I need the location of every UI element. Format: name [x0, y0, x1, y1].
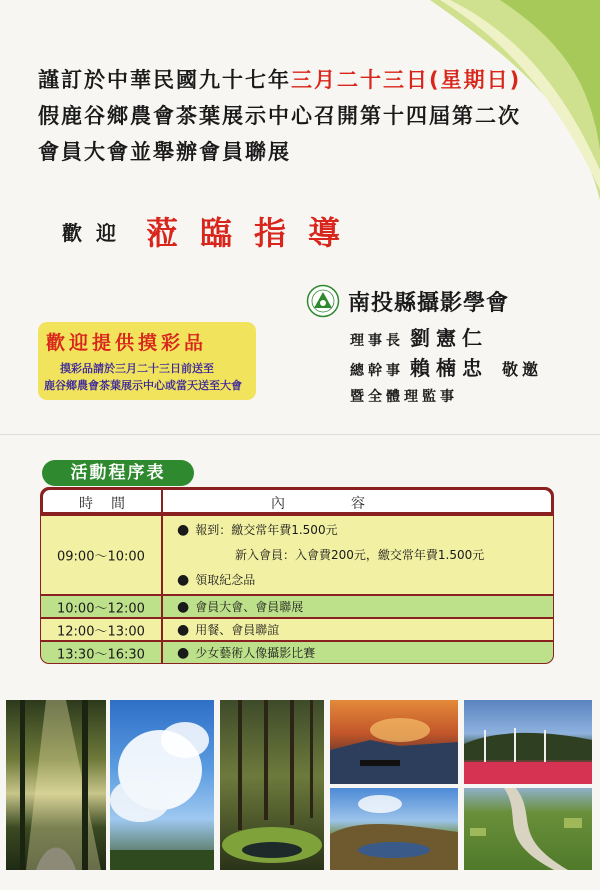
- intro-line-2: 假鹿谷鄉農會茶葉展示中心召開第十四屆第二次: [38, 104, 521, 128]
- schedule-table: [40, 487, 554, 664]
- welcome-emphasis: 蒞臨指導: [146, 214, 363, 252]
- fold-line: [0, 434, 600, 435]
- chair-name: 劉憲仁: [410, 326, 488, 350]
- table-row: [41, 596, 553, 617]
- row-time: 12:00～13:00: [57, 624, 145, 639]
- header-content-label: 內 容: [271, 496, 367, 512]
- content-cell: [163, 642, 553, 663]
- welcome-prefix: 歡迎: [62, 221, 130, 245]
- photo-tree-flowers: [464, 700, 592, 784]
- chair-title: 理事長: [350, 333, 404, 349]
- table-row: [41, 516, 553, 594]
- content-item: ● 領取紀念品: [177, 572, 256, 588]
- row-time: 09:00～10:00: [57, 549, 145, 565]
- schedule-header: [41, 488, 553, 514]
- bullet-icon: ●: [177, 599, 190, 615]
- bullet-icon: ●: [177, 522, 190, 538]
- content-cell: [163, 619, 553, 640]
- bullet-icon: ●: [177, 572, 190, 588]
- time-cell: [41, 642, 161, 663]
- content-item: ● 少女藝術人像攝影比賽: [177, 645, 316, 661]
- intro-date-prefix: 謹訂於中華民國九十七年: [38, 68, 291, 92]
- signature-secretary: [350, 352, 542, 381]
- row-time: 13:30～16:30: [57, 647, 145, 662]
- schedule-title: 活動程序表: [42, 460, 194, 486]
- prize-line-2: 鹿谷鄉農會茶葉展示中心或當天送至大會: [44, 379, 242, 392]
- content-item: 新入會員：入會費200元，繳交常年費1.500元: [235, 548, 485, 562]
- table-row: [41, 642, 553, 663]
- header-content: [163, 490, 551, 512]
- welcome-heading: [62, 208, 362, 254]
- photo-hills-pond: [330, 788, 458, 870]
- row-time: 10:00～12:00: [57, 601, 145, 616]
- secretary-title: 總幹事: [350, 363, 404, 379]
- bullet-icon: ●: [177, 622, 190, 638]
- header-time: [43, 490, 161, 512]
- table-row: [41, 619, 553, 640]
- time-cell: [41, 596, 161, 617]
- intro-line-1: [38, 62, 578, 98]
- photo-forest-light: [6, 700, 106, 870]
- signature-all-members: 暨全體理監事: [350, 389, 458, 405]
- prize-title: 歡迎提供摸彩品: [46, 332, 208, 354]
- prize-line-1: 摸彩品請於三月二十三日前送至: [60, 362, 214, 375]
- signature-chair: [350, 322, 488, 351]
- intro-line-3: 會員大會並舉辦會員聯展: [38, 140, 291, 164]
- photo-lake-sunset: [330, 700, 458, 784]
- content-item: ● 報到：繳交常年費1.500元: [177, 522, 338, 538]
- nantou-photo-society-emblem-icon: [306, 284, 340, 318]
- content-item: ● 會員大會、會員聯展: [177, 599, 304, 615]
- time-cell: [41, 619, 161, 640]
- prize-donation-box: [38, 322, 256, 400]
- intro-date: 三月二十三日(星期日): [291, 68, 522, 92]
- photo-clouds: [110, 700, 214, 870]
- photo-pine-pond: [220, 700, 324, 870]
- organizer-name: 南投縣攝影學會: [348, 291, 510, 316]
- content-item: ● 用餐、會員聯誼: [177, 622, 280, 638]
- bullet-icon: ●: [177, 645, 190, 661]
- content-cell: [163, 516, 553, 594]
- time-cell: [41, 516, 161, 594]
- invite-word: 敬邀: [502, 360, 543, 379]
- header-time-label: 時 間: [79, 496, 127, 512]
- invitation-text: [38, 62, 578, 170]
- content-cell: [163, 596, 553, 617]
- secretary-name: 賴楠忠: [410, 356, 488, 380]
- photo-fields-road: [464, 788, 592, 870]
